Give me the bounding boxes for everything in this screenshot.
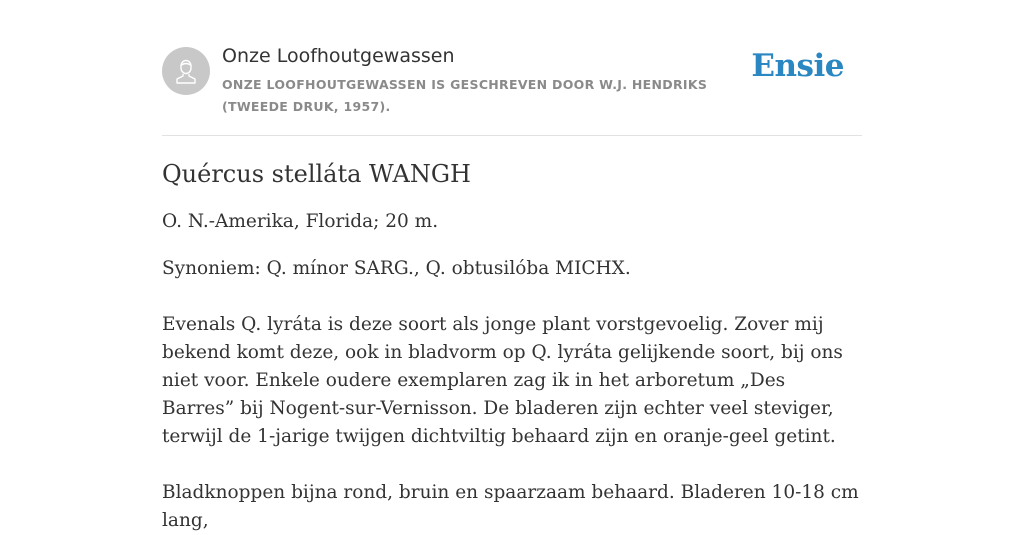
user-icon <box>162 47 210 95</box>
entry-paragraph: Evenals Q. lyráta is deze soort als jonge plant vorstgevoelig. Zover mij bekend komt deze, ook in bladvorm op Q. lyráta gelijkende soort, bij ons niet voor. Enkele oudere exemplaren zag ik in het arboretum „Des Barres” bij Nogent-sur-Vernisson. De bladeren zijn echter veel steviger, terwijl de 1-jarige twijgen dichtviltig behaard zijn en oranje-geel getint. <box>162 314 843 447</box>
brand-logo[interactable]: Ensie <box>751 48 844 84</box>
entry-range: O. N.-Amerika, Florida; 20 m. <box>162 211 439 232</box>
entry-synonyms: Synoniem: Q. mínor SARG., Q. obtusilóba MICHX. <box>162 258 631 279</box>
source-title[interactable]: Onze Loofhoutgewassen <box>222 45 455 67</box>
entry-content <box>162 155 862 535</box>
source-description: ONZE LOOFHOUTGEWASSEN IS GESCHREVEN DOOR W.J. HENDRIKS (TWEEDE DRUK, 1957). <box>222 77 708 114</box>
entry-paragraph: Bladknoppen bijna rond, bruin en spaarzaam behaard. Bladeren 10-18 cm lang, <box>162 482 859 531</box>
header-divider <box>162 135 862 136</box>
entry-title: Quércus stelláta WANGH <box>162 160 471 188</box>
source-header <box>162 44 862 120</box>
